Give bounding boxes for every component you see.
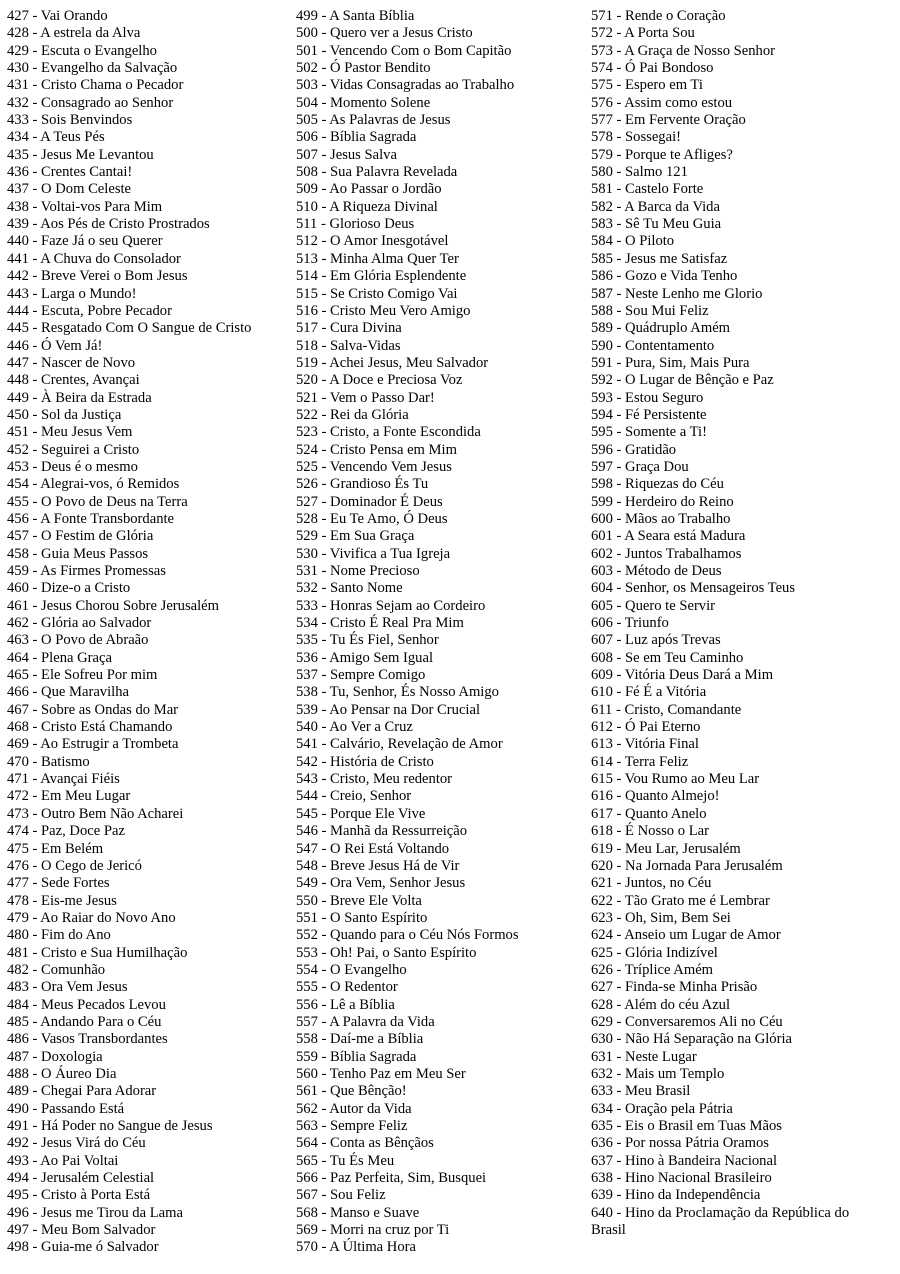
hymn-entry: 562 - Autor da Vida <box>296 1100 412 1117</box>
hymn-entry: 437 - O Dom Celeste <box>7 181 132 198</box>
hymn-entry: 431 - Cristo Chama o Pecador <box>7 77 184 94</box>
hymn-entry: 623 - Oh, Sim, Bem Sei <box>591 909 731 926</box>
hymn-entry: 617 - Quanto Anelo <box>591 805 707 822</box>
hymn-column-2 <box>296 8 581 1257</box>
hymn-entry: 532 - Santo Nome <box>296 580 403 597</box>
hymn-entry: 606 - Triunfo <box>591 615 669 632</box>
hymn-entry: 427 - Vai Orando <box>7 8 108 24</box>
hymn-entry: 526 - Grandioso És Tu <box>296 476 429 493</box>
hymn-entry: 600 - Mãos ao Trabalho <box>591 510 731 527</box>
hymn-entry: 465 - Ele Sofreu Por mim <box>7 667 158 684</box>
hymn-entry: 450 - Sol da Justiça <box>7 406 122 423</box>
hymn-entry: 444 - Escuta, Pobre Pecador <box>7 302 172 319</box>
hymn-entry: 598 - Riquezas do Céu <box>591 476 724 493</box>
hymn-entry: 636 - Por nossa Pátria Oramos <box>591 1135 769 1152</box>
hymn-entry: 611 - Cristo, Comandante <box>591 701 742 718</box>
hymn-entry: 545 - Porque Ele Vive <box>296 805 426 822</box>
hymn-entry: 456 - A Fonte Transbordante <box>7 510 175 527</box>
hymn-entry: 504 - Momento Solene <box>296 94 431 111</box>
hymn-entry: 544 - Creio, Senhor <box>296 788 412 805</box>
hymn-entry: 510 - A Riqueza Divinal <box>296 198 438 215</box>
hymn-entry: 471 - Avançai Fiéis <box>7 771 120 788</box>
hymn-entry: 486 - Vasos Transbordantes <box>7 1031 168 1048</box>
hymn-entry: 524 - Cristo Pensa em Mim <box>296 441 457 458</box>
hymn-entry: 522 - Rei da Glória <box>296 406 409 423</box>
hymn-entry: 618 - É Nosso o Lar <box>591 823 709 840</box>
hymn-entry: 537 - Sempre Comigo <box>296 667 426 684</box>
hymn-entry: 433 - Sois Benvindos <box>7 112 133 129</box>
hymn-entry: 462 - Glória ao Salvador <box>7 615 152 632</box>
hymn-entry: 472 - Em Meu Lugar <box>7 788 131 805</box>
hymn-entry: 523 - Cristo, a Fonte Escondida <box>296 424 481 441</box>
hymn-entry: 469 - Ao Estrugir a Trombeta <box>7 736 179 753</box>
hymn-entry: 621 - Juntos, no Céu <box>591 875 712 892</box>
hymn-entry: 529 - Em Sua Graça <box>296 528 415 545</box>
hymn-entry: 468 - Cristo Está Chamando <box>7 719 173 736</box>
hymn-entry: 635 - Eis o Brasil em Tuas Mãos <box>591 1118 782 1134</box>
hymn-entry: 443 - Larga o Mundo! <box>7 285 137 302</box>
hymn-entry: 568 - Manso e Suave <box>296 1204 420 1221</box>
hymn-entry: 588 - Sou Mui Feliz <box>591 302 709 319</box>
hymn-entry: 477 - Sede Fortes <box>7 875 110 892</box>
hymn-entry: 479 - Ao Raiar do Novo Ano <box>7 909 176 926</box>
hymn-entry: 538 - Tu, Senhor, És Nosso Amigo <box>296 684 499 701</box>
hymn-column-1 <box>7 8 287 1257</box>
hymn-entry: 563 - Sempre Feliz <box>296 1118 408 1134</box>
hymn-entry: 500 - Quero ver a Jesus Cristo <box>296 25 473 42</box>
hymn-entry: 543 - Cristo, Meu redentor <box>296 771 453 788</box>
hymn-entry: 475 - Em Belém <box>7 840 104 857</box>
hymn-entry: 519 - Achei Jesus, Meu Salvador <box>296 354 489 371</box>
hymn-entry: 587 - Neste Lenho me Glorio <box>591 285 763 302</box>
hymn-entry: 615 - Vou Rumo ao Meu Lar <box>591 771 760 788</box>
hymn-entry: 527 - Dominador É Deus <box>296 493 443 510</box>
hymn-entry: 445 - Resgatado Com O Sangue de Cristo <box>7 320 252 337</box>
hymn-entry: 595 - Somente a Ti! <box>591 424 707 441</box>
hymn-entry: 458 - Guia Meus Passos <box>7 545 149 562</box>
hymn-entry: 499 - A Santa Bíblia <box>296 8 415 24</box>
hymn-entry: 552 - Quando para o Céu Nós Formos <box>296 927 519 944</box>
hymn-entry: 546 - Manhã da Ressurreição <box>296 823 468 840</box>
hymn-entry: 441 - A Chuva do Consolador <box>7 250 181 267</box>
hymn-entry: 490 - Passando Está <box>7 1100 125 1117</box>
hymn-entry: 494 - Jerusalém Celestial <box>7 1170 155 1187</box>
hymn-entry: 574 - Ó Pai Bondoso <box>591 60 714 77</box>
hymn-entry: 566 - Paz Perfeita, Sim, Busquei <box>296 1170 487 1187</box>
hymn-entry: 517 - Cura Divina <box>296 320 402 337</box>
hymn-entry: 491 - Há Poder no Sangue de Jesus <box>7 1118 213 1134</box>
hymn-column-3 <box>591 8 871 1239</box>
hymn-entry: 614 - Terra Feliz <box>591 753 689 770</box>
hymn-entry: 451 - Meu Jesus Vem <box>7 424 133 441</box>
hymn-entry: 470 - Batismo <box>7 753 90 770</box>
hymn-entry: 596 - Gratidão <box>591 441 677 458</box>
hymn-entry: 528 - Eu Te Amo, Ó Deus <box>296 510 448 527</box>
hymn-entry: 459 - As Firmes Promessas <box>7 563 166 579</box>
hymn-entry: 539 - Ao Pensar na Dor Crucial <box>296 701 481 718</box>
hymn-entry: 464 - Plena Graça <box>7 649 112 666</box>
hymn-entry: 435 - Jesus Me Levantou <box>7 146 154 163</box>
hymn-entry: 639 - Hino da Independência <box>591 1187 761 1204</box>
hymn-entry: 548 - Breve Jesus Há de Vir <box>296 857 460 874</box>
hymn-entry: 493 - Ao Pai Voltai <box>7 1152 119 1169</box>
hymn-entry: 622 - Tão Grato me é Lembrar <box>591 892 770 909</box>
hymn-entry: 555 - O Redentor <box>296 979 398 996</box>
hymn-entry: 612 - Ó Pai Eterno <box>591 719 701 736</box>
hymn-entry: 438 - Voltai-vos Para Mim <box>7 198 163 215</box>
hymn-entry: 461 - Jesus Chorou Sobre Jerusalém <box>7 597 219 614</box>
hymn-entry: 637 - Hino à Bandeira Nacional <box>591 1152 778 1169</box>
hymn-entry: 558 - Daí-me a Bíblia <box>296 1031 424 1048</box>
hymn-entry: 518 - Salva-Vidas <box>296 337 401 354</box>
hymn-entry: 541 - Calvário, Revelação de Amor <box>296 736 503 753</box>
hymn-entry: 507 - Jesus Salva <box>296 146 397 163</box>
hymn-entry: 476 - O Cego de Jericó <box>7 857 142 874</box>
hymn-entry: 599 - Herdeiro do Reino <box>591 493 734 510</box>
hymn-entry: 480 - Fim do Ano <box>7 927 111 944</box>
hymn-entry: 625 - Glória Indizível <box>591 944 718 961</box>
hymn-entry: 503 - Vidas Consagradas ao Trabalho <box>296 77 515 94</box>
hymn-entry: 487 - Doxologia <box>7 1048 103 1065</box>
hymn-entry: 542 - História de Cristo <box>296 753 434 770</box>
hymn-entry: 564 - Conta as Bênçãos <box>296 1135 434 1152</box>
hymn-entry: 454 - Alegrai-vos, ó Remidos <box>7 476 180 493</box>
hymn-entry: 440 - Faze Já o seu Querer <box>7 233 163 250</box>
hymn-entry: 511 - Glorioso Deus <box>296 216 415 233</box>
hymn-entry: 585 - Jesus me Satisfaz <box>591 250 728 267</box>
hymn-entry: 565 - Tu És Meu <box>296 1152 395 1169</box>
hymn-entry: 520 - A Doce e Preciosa Voz <box>296 372 463 389</box>
hymn-entry: 581 - Castelo Forte <box>591 181 704 198</box>
hymn-entry: 550 - Breve Ele Volta <box>296 892 422 909</box>
hymn-entry: 640 - Hino da Proclamação da República do Brasil <box>591 1204 850 1239</box>
hymn-entry: 616 - Quanto Almejo! <box>591 788 720 805</box>
hymn-entry: 605 - Quero te Servir <box>591 597 716 614</box>
hymn-entry: 593 - Estou Seguro <box>591 389 704 406</box>
hymn-entry: 554 - O Evangelho <box>296 961 407 978</box>
hymn-entry: 624 - Anseio um Lugar de Amor <box>591 927 781 944</box>
hymn-entry: 626 - Tríplice Amém <box>591 961 714 978</box>
hymn-entry: 601 - A Seara está Madura <box>591 528 746 545</box>
hymn-entry: 496 - Jesus me Tirou da Lama <box>7 1204 183 1221</box>
hymn-entry: 452 - Seguirei a Cristo <box>7 441 140 458</box>
hymn-entry: 579 - Porque te Afliges? <box>591 146 733 163</box>
hymn-entry: 586 - Gozo e Vida Tenho <box>591 268 738 285</box>
hymn-entry: 553 - Oh! Pai, o Santo Espírito <box>296 944 477 961</box>
hymn-entry: 506 - Bíblia Sagrada <box>296 129 417 146</box>
hymn-entry: 428 - A estrela da Alva <box>7 25 141 42</box>
hymn-entry: 633 - Meu Brasil <box>591 1083 691 1100</box>
hymn-entry: 609 - Vitória Deus Dará a Mim <box>591 667 774 684</box>
hymn-entry: 448 - Crentes, Avançai <box>7 372 140 389</box>
hymn-entry: 631 - Neste Lugar <box>591 1048 697 1065</box>
hymn-entry: 604 - Senhor, os Mensageiros Teus <box>591 580 796 597</box>
hymn-entry: 497 - Meu Bom Salvador <box>7 1222 156 1239</box>
hymn-entry: 561 - Que Bênção! <box>296 1083 407 1100</box>
hymn-entry: 628 - Além do céu Azul <box>591 996 731 1013</box>
hymn-entry: 463 - O Povo de Abraão <box>7 632 149 649</box>
hymn-entry: 603 - Método de Deus <box>591 563 722 579</box>
hymn-entry: 466 - Que Maravilha <box>7 684 129 701</box>
hymn-entry: 580 - Salmo 121 <box>591 164 688 181</box>
hymn-entry: 547 - O Rei Está Voltando <box>296 840 450 857</box>
hymn-entry: 460 - Dize-o a Cristo <box>7 580 131 597</box>
hymn-entry: 589 - Quádruplo Amém <box>591 320 731 337</box>
hymn-entry: 449 - À Beira da Estrada <box>7 389 152 406</box>
hymn-entry: 549 - Ora Vem, Senhor Jesus <box>296 875 466 892</box>
hymn-entry: 556 - Lê a Bíblia <box>296 996 395 1013</box>
hymn-entry: 489 - Chegai Para Adorar <box>7 1083 157 1100</box>
hymn-entry: 602 - Juntos Trabalhamos <box>591 545 742 562</box>
hymn-entry: 525 - Vencendo Vem Jesus <box>296 458 452 475</box>
hymn-entry: 453 - Deus é o mesmo <box>7 458 138 475</box>
hymn-entry: 577 - Em Fervente Oração <box>591 112 746 129</box>
hymn-entry: 442 - Breve Verei o Bom Jesus <box>7 268 188 285</box>
hymn-entry: 535 - Tu És Fiel, Senhor <box>296 632 439 649</box>
hymn-entry: 597 - Graça Dou <box>591 458 689 475</box>
hymn-entry: 531 - Nome Precioso <box>296 563 420 579</box>
hymn-entry: 607 - Luz após Trevas <box>591 632 721 649</box>
hymn-entry: 434 - A Teus Pés <box>7 129 105 146</box>
hymn-entry: 495 - Cristo à Porta Está <box>7 1187 151 1204</box>
hymn-entry: 551 - O Santo Espírito <box>296 909 428 926</box>
hymn-entry: 583 - Sê Tu Meu Guia <box>591 216 722 233</box>
hymn-entry: 467 - Sobre as Ondas do Mar <box>7 701 179 718</box>
hymn-entry: 514 - Em Glória Esplendente <box>296 268 467 285</box>
hymn-entry: 439 - Aos Pés de Cristo Prostrados <box>7 216 210 233</box>
hymn-entry: 492 - Jesus Virá do Céu <box>7 1135 146 1152</box>
hymn-entry: 536 - Amigo Sem Igual <box>296 649 434 666</box>
hymn-entry: 483 - Ora Vem Jesus <box>7 979 128 996</box>
hymn-entry: 540 - Ao Ver a Cruz <box>296 719 413 736</box>
hymn-entry: 608 - Se em Teu Caminho <box>591 649 744 666</box>
hymn-entry: 484 - Meus Pecados Levou <box>7 996 166 1013</box>
hymn-entry: 485 - Andando Para o Céu <box>7 1013 162 1030</box>
hymn-entry: 590 - Contentamento <box>591 337 715 354</box>
hymn-entry: 502 - Ó Pastor Bendito <box>296 60 431 77</box>
hymn-entry: 610 - Fé É a Vitória <box>591 684 707 701</box>
hymn-entry: 575 - Espero em Ti <box>591 77 703 94</box>
hymn-entry: 557 - A Palavra da Vida <box>296 1013 435 1030</box>
hymn-entry: 521 - Vem o Passo Dar! <box>296 389 435 406</box>
hymn-entry: 634 - Oração pela Pátria <box>591 1100 733 1117</box>
hymn-entry: 501 - Vencendo Com o Bom Capitão <box>296 42 512 59</box>
hymn-entry: 592 - O Lugar de Bênção e Paz <box>591 372 774 389</box>
hymn-entry: 508 - Sua Palavra Revelada <box>296 164 458 181</box>
hymn-entry: 627 - Finda-se Minha Prisão <box>591 979 758 996</box>
hymn-entry: 560 - Tenho Paz em Meu Ser <box>296 1065 466 1082</box>
hymn-entry: 473 - Outro Bem Não Acharei <box>7 805 184 822</box>
hymn-entry: 457 - O Festim de Glória <box>7 528 154 545</box>
hymn-entry: 432 - Consagrado ao Senhor <box>7 94 174 111</box>
hymn-entry: 569 - Morri na cruz por Ti <box>296 1222 450 1239</box>
hymn-entry: 474 - Paz, Doce Paz <box>7 823 125 840</box>
hymn-entry: 582 - A Barca da Vida <box>591 198 720 215</box>
hymn-entry: 481 - Cristo e Sua Humilhação <box>7 944 188 961</box>
hymn-entry: 515 - Se Cristo Comigo Vai <box>296 285 458 302</box>
hymn-entry: 446 - Ó Vem Já! <box>7 337 103 354</box>
hymn-entry: 505 - As Palavras de Jesus <box>296 112 451 129</box>
hymn-entry: 512 - O Amor Inesgotável <box>296 233 449 250</box>
hymn-entry: 567 - Sou Feliz <box>296 1187 386 1204</box>
hymn-entry: 455 - O Povo de Deus na Terra <box>7 493 188 510</box>
hymn-entry: 620 - Na Jornada Para Jerusalém <box>591 857 783 874</box>
hymn-entry: 429 - Escuta o Evangelho <box>7 42 157 59</box>
hymn-entry: 516 - Cristo Meu Vero Amigo <box>296 302 471 319</box>
hymn-entry: 436 - Crentes Cantai! <box>7 164 133 181</box>
hymn-entry: 578 - Sossegai! <box>591 129 681 146</box>
hymn-entry: 530 - Vivifica a Tua Igreja <box>296 545 451 562</box>
hymn-entry: 488 - O Áureo Dia <box>7 1065 117 1082</box>
hymn-entry: 591 - Pura, Sim, Mais Pura <box>591 354 750 371</box>
hymn-entry: 534 - Cristo É Real Pra Mim <box>296 615 464 632</box>
hymn-entry: 559 - Bíblia Sagrada <box>296 1048 417 1065</box>
hymn-entry: 632 - Mais um Templo <box>591 1065 725 1082</box>
hymn-entry: 573 - A Graça de Nosso Senhor <box>591 42 776 59</box>
hymn-entry: 430 - Evangelho da Salvação <box>7 60 178 77</box>
hymn-entry: 478 - Eis-me Jesus <box>7 892 117 909</box>
hymn-entry: 630 - Não Há Separação na Glória <box>591 1031 792 1048</box>
hymn-entry: 513 - Minha Alma Quer Ter <box>296 250 459 267</box>
hymn-entry: 533 - Honras Sejam ao Cordeiro <box>296 597 486 614</box>
hymn-entry: 619 - Meu Lar, Jerusalém <box>591 840 741 857</box>
hymn-entry: 638 - Hino Nacional Brasileiro <box>591 1170 772 1187</box>
hymn-entry: 509 - Ao Passar o Jordão <box>296 181 442 198</box>
hymn-entry: 613 - Vitória Final <box>591 736 699 753</box>
hymn-entry: 571 - Rende o Coração <box>591 8 726 24</box>
hymn-entry: 594 - Fé Persistente <box>591 406 707 423</box>
hymn-entry: 570 - A Última Hora <box>296 1239 416 1256</box>
hymn-entry: 572 - A Porta Sou <box>591 25 695 42</box>
hymn-entry: 629 - Conversaremos Ali no Céu <box>591 1013 783 1030</box>
hymn-entry: 576 - Assim como estou <box>591 94 733 111</box>
hymn-entry: 447 - Nascer de Novo <box>7 354 136 371</box>
hymn-entry: 584 - O Piloto <box>591 233 675 250</box>
hymn-entry: 482 - Comunhão <box>7 961 106 978</box>
hymn-entry: 498 - Guia-me ó Salvador <box>7 1239 159 1256</box>
